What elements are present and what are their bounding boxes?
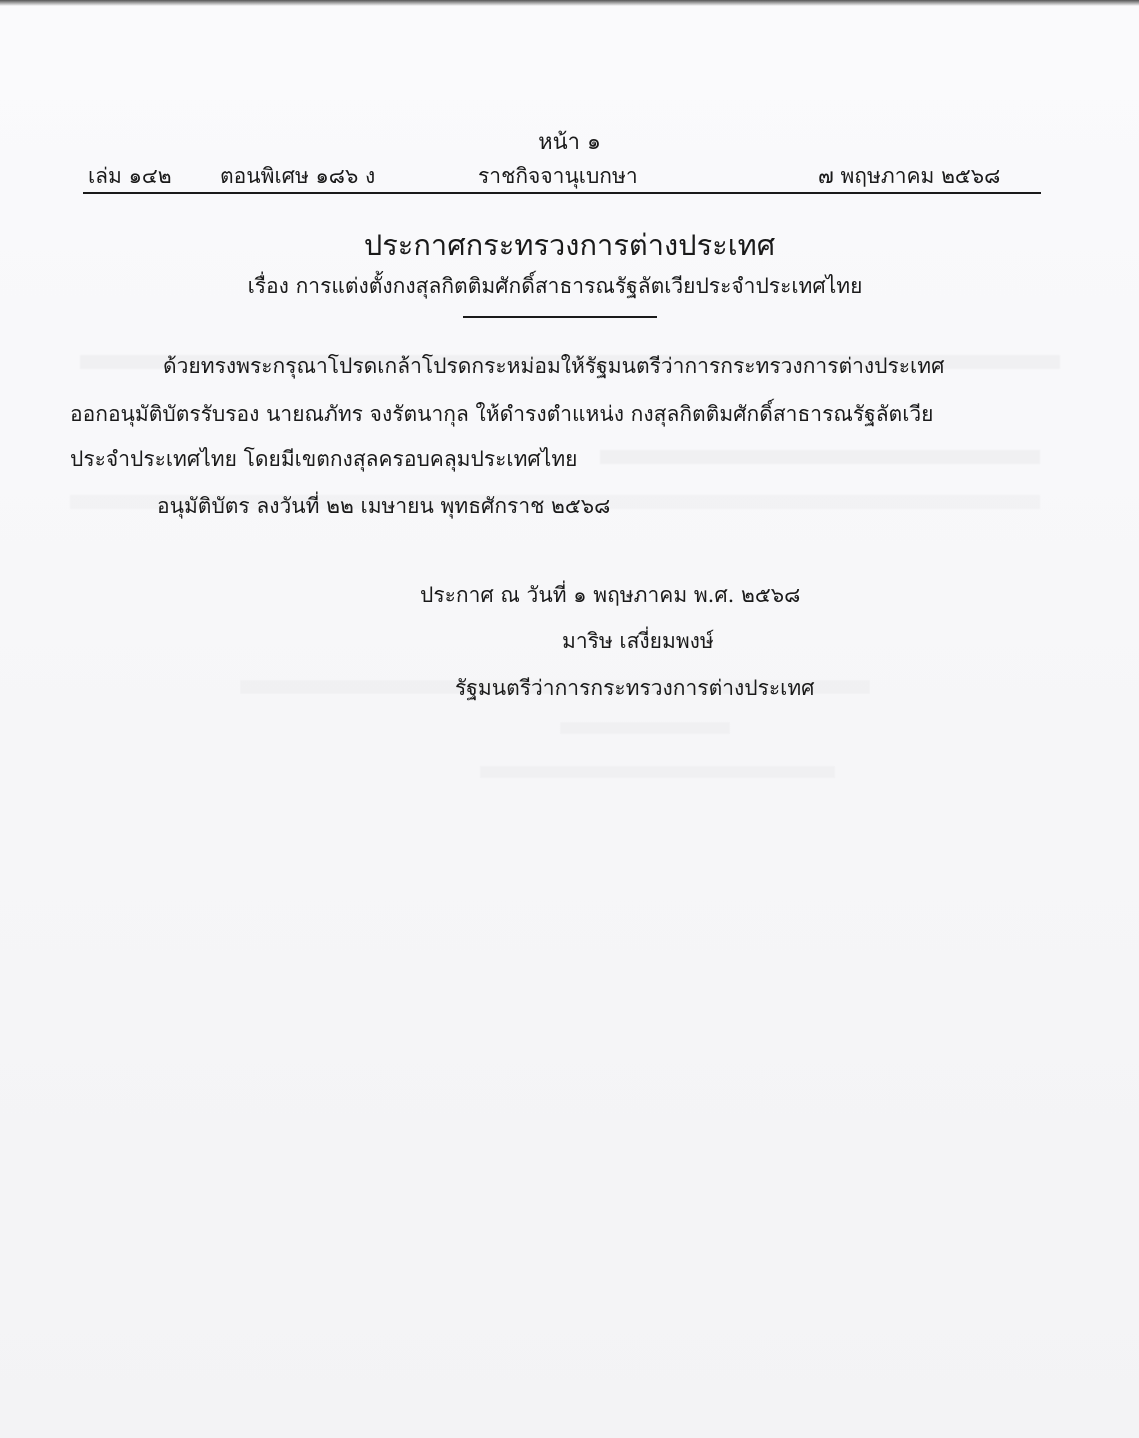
bleed-through-line	[480, 766, 835, 778]
announcement-date: ประกาศ ณ วันที่ ๑ พฤษภาคม พ.ศ. ๒๕๖๘	[420, 583, 801, 607]
bleed-through-line	[560, 722, 730, 734]
bleed-through-line	[600, 450, 1040, 464]
body-line-4: อนุมัติบัตร ลงวันที่ ๒๒ เมษายน พุทธศักราช ๒๕๖๘	[157, 494, 611, 518]
announcement-subject: เรื่อง การแต่งตั้งกงสุลกิตติมศักดิ์สาธารณรัฐลัตเวียประจำประเทศไทย	[247, 274, 863, 298]
body-line-2: ออกอนุมัติบัตรรับรอง นายณภัทร จงรัตนากุล ให้ดำรงตำแหน่ง กงสุลกิตติมศักดิ์สาธารณรัฐลัตเวีย	[70, 402, 934, 426]
title-divider	[463, 316, 657, 318]
volume-number: เล่ม ๑๔๒	[88, 164, 172, 188]
body-line-1: ด้วยทรงพระกรุณาโปรดเกล้าโปรดกระหม่อมให้รัฐมนตรีว่าการกระทรวงการต่างประเทศ	[163, 354, 945, 378]
announcement-title: ประกาศกระทรวงการต่างประเทศ	[363, 228, 776, 262]
issue-number: ตอนพิเศษ ๑๘๖ ง	[220, 164, 376, 188]
body-line-3: ประจำประเทศไทย โดยมีเขตกงสุลครอบคลุมประเทศไทย	[70, 447, 578, 471]
signatory-name: มาริษ เสงี่ยมพงษ์	[562, 629, 714, 653]
page-number: หน้า ๑	[538, 130, 601, 155]
publication-name: ราชกิจจานุเบกษา	[478, 164, 638, 188]
signatory-position: รัฐมนตรีว่าการกระทรวงการต่างประเทศ	[455, 676, 815, 700]
publication-date: ๗ พฤษภาคม ๒๕๖๘	[818, 164, 1001, 188]
scan-edge-shadow	[0, 0, 1139, 6]
header-divider	[83, 192, 1041, 194]
